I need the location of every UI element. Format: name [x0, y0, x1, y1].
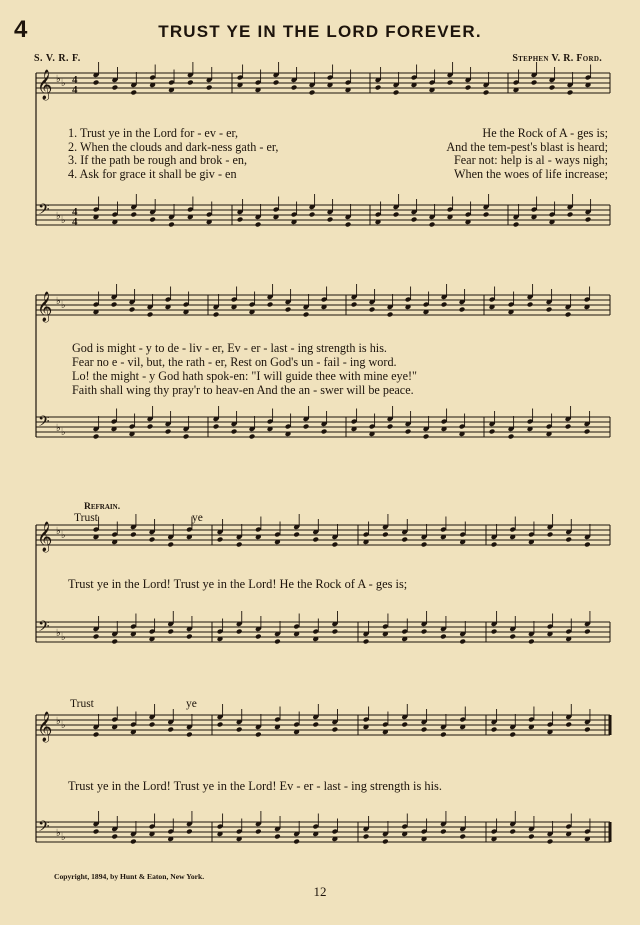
- note-head: [130, 839, 137, 845]
- note-head: [567, 212, 574, 218]
- note-head: [567, 90, 574, 96]
- note-head: [186, 634, 193, 640]
- note-head: [186, 732, 193, 738]
- note-head: [491, 542, 498, 548]
- flat-icon: ♭: [56, 828, 61, 839]
- note-head: [213, 312, 220, 318]
- note-head: [531, 80, 538, 86]
- note-head: [168, 222, 175, 228]
- note-head: [255, 829, 262, 835]
- note-head: [303, 424, 310, 430]
- bass-clef-icon: 𝄢: [38, 618, 50, 639]
- note-head: [237, 217, 244, 223]
- note-head: [382, 839, 389, 845]
- note-head: [129, 307, 136, 313]
- note-head: [236, 629, 243, 635]
- note-head: [345, 222, 352, 228]
- note-head: [441, 302, 448, 308]
- verse-line: [68, 168, 608, 182]
- note-head: [491, 727, 498, 733]
- note-head: [111, 834, 118, 840]
- treble-clef-icon: 𝄞: [37, 292, 53, 322]
- treble-clef-icon: 𝄞: [37, 522, 53, 552]
- verse-text-b: And the tem-pest's blast is heard;: [446, 139, 608, 154]
- note-head: [332, 727, 339, 733]
- note-head: [183, 434, 190, 440]
- note-head: [130, 90, 137, 96]
- note-head: [236, 542, 243, 548]
- note-head: [274, 639, 281, 645]
- time-signature-top: 4: [72, 74, 78, 86]
- note-head: [309, 212, 316, 218]
- hymn-number: 4: [14, 16, 28, 43]
- refrain-cue: ye: [192, 512, 203, 524]
- note-head: [584, 629, 591, 635]
- note-head: [547, 532, 554, 538]
- note-head: [440, 732, 447, 738]
- flat-icon: ♭: [61, 300, 66, 311]
- note-head: [421, 542, 428, 548]
- note-head: [149, 722, 156, 728]
- verse-text-b: When the woes of life increase;: [454, 166, 608, 181]
- note-head: [167, 727, 174, 733]
- note-head: [363, 834, 370, 840]
- note-head: [509, 732, 516, 738]
- note-head: [429, 222, 436, 228]
- verse-lyric-line: God is might - y to de - liv - er, Ev - er - last - ing strength is his.: [72, 341, 387, 355]
- note-head: [303, 312, 310, 318]
- note-head: [528, 639, 535, 645]
- refrain-lyric-line: Trust ye in the Lord! Trust ye in the Lord! Ev - er - last - ing strength is his.: [68, 779, 442, 793]
- flat-icon: ♭: [61, 78, 66, 89]
- flat-icon: ♭: [61, 530, 66, 541]
- composer-credit: Stephen V. R. Ford.: [512, 53, 602, 64]
- refrain-lyric-line: Trust ye in the Lord! Trust ye in the Lord! He the Rock of A - ges is;: [68, 577, 408, 591]
- note-head: [528, 834, 535, 840]
- verse-lyrics-system-1: [68, 127, 608, 181]
- note-head: [369, 307, 376, 313]
- note-head: [255, 732, 262, 738]
- note-head: [585, 217, 592, 223]
- time-signature-bottom: 4: [72, 216, 78, 228]
- note-head: [165, 429, 172, 435]
- note-head: [440, 829, 447, 835]
- note-head: [332, 629, 339, 635]
- time-signature-top: 4: [72, 206, 78, 218]
- note-head: [421, 727, 428, 733]
- refrain-cue: Trust: [74, 512, 98, 524]
- flat-icon: ♭: [56, 628, 61, 639]
- note-head: [293, 532, 300, 538]
- treble-clef-icon: 𝄞: [37, 70, 53, 100]
- note-head: [483, 212, 490, 218]
- note-head: [312, 537, 319, 543]
- note-head: [93, 829, 100, 835]
- note-head: [217, 537, 224, 543]
- note-head: [489, 429, 496, 435]
- note-head: [508, 434, 515, 440]
- note-head: [387, 312, 394, 318]
- note-head: [327, 217, 334, 223]
- note-head: [130, 532, 137, 538]
- verse-text-a: 1. Trust ye in the Lord for - ev - er,: [68, 126, 239, 140]
- refrain-cue: ye: [186, 698, 197, 710]
- note-head: [549, 85, 556, 91]
- note-head: [249, 434, 256, 440]
- note-head: [565, 722, 572, 728]
- note-head: [459, 639, 466, 645]
- note-head: [213, 424, 220, 430]
- note-head: [547, 839, 554, 845]
- note-head: [167, 629, 174, 635]
- flat-icon: ♭: [61, 427, 66, 438]
- note-head: [421, 629, 428, 635]
- note-head: [565, 424, 572, 430]
- flat-icon: ♭: [56, 526, 61, 537]
- note-head: [312, 722, 319, 728]
- bass-clef-icon: 𝄢: [38, 201, 50, 222]
- verse-line: [68, 141, 608, 155]
- note-head: [149, 217, 156, 223]
- note-head: [321, 429, 328, 435]
- flat-icon: ♭: [56, 211, 61, 222]
- note-head: [93, 634, 100, 640]
- note-head: [401, 537, 408, 543]
- verse-text-b: Fear not: help is al - ways nigh;: [453, 153, 608, 168]
- bass-clef-icon: 𝄢: [38, 818, 50, 839]
- note-head: [565, 537, 572, 543]
- note-head: [206, 85, 213, 91]
- treble-clef-icon: 𝄞: [37, 712, 53, 742]
- note-head: [332, 542, 339, 548]
- verse-line: [68, 154, 608, 168]
- note-head: [491, 629, 498, 635]
- note-head: [351, 302, 358, 308]
- author-initials: S. V. R. F.: [34, 53, 81, 64]
- flat-icon: ♭: [61, 632, 66, 643]
- refrain-label: Refrain.: [84, 502, 121, 512]
- verse-lyric-line: Faith shall wing thy pray'r to heav-en And the an - swer will be peace.: [72, 383, 414, 397]
- flat-icon: ♭: [56, 716, 61, 727]
- note-head: [93, 732, 100, 738]
- note-head: [423, 434, 430, 440]
- verse-lyric-line: Fear no e - vil, but, the rath - er, Rest on God's un - fail - ing word.: [72, 355, 397, 369]
- note-head: [130, 212, 137, 218]
- note-head: [584, 727, 591, 733]
- note-head: [546, 307, 553, 313]
- verse-lyric-line: Lo! the might - y God hath spok-en: "I will guide thee with mine eye!": [72, 369, 418, 383]
- note-head: [565, 312, 572, 318]
- note-head: [293, 839, 300, 845]
- flat-icon: ♭: [61, 720, 66, 731]
- page-number: 12: [313, 884, 327, 899]
- note-head: [375, 85, 382, 91]
- note-head: [267, 302, 274, 308]
- note-head: [584, 429, 591, 435]
- note-head: [584, 542, 591, 548]
- note-head: [363, 639, 370, 645]
- note-head: [459, 307, 466, 313]
- flat-icon: ♭: [61, 832, 66, 843]
- note-head: [93, 80, 100, 86]
- note-head: [483, 90, 490, 96]
- note-head: [236, 727, 243, 733]
- note-head: [149, 537, 156, 543]
- verse-text-a: 2. When the clouds and dark-ness gath - er,: [68, 139, 279, 154]
- note-head: [93, 434, 100, 440]
- note-head: [111, 302, 118, 308]
- note-head: [459, 834, 466, 840]
- note-head: [147, 312, 154, 318]
- note-head: [401, 722, 408, 728]
- refrain-cue: Trust: [70, 698, 94, 710]
- note-head: [527, 302, 534, 308]
- note-head: [112, 85, 119, 91]
- note-head: [440, 634, 447, 640]
- note-head: [513, 222, 520, 228]
- hymn-title: TRUST YE IN THE LORD FOREVER.: [158, 22, 482, 41]
- note-head: [274, 834, 281, 840]
- flat-icon: ♭: [56, 74, 61, 85]
- note-head: [167, 542, 174, 548]
- note-head: [411, 217, 418, 223]
- note-head: [147, 424, 154, 430]
- verse-text-b: He the Rock of A - ges is;: [482, 126, 608, 140]
- note-head: [255, 222, 262, 228]
- copyright-notice: Copyright, 1894, by Hunt & Eaton, New York.: [54, 872, 205, 881]
- note-head: [217, 722, 224, 728]
- note-head: [387, 424, 394, 430]
- note-head: [393, 212, 400, 218]
- note-head: [382, 532, 389, 538]
- flat-icon: ♭: [56, 423, 61, 434]
- verse-text-a: 3. If the path be rough and brok - en,: [68, 153, 248, 168]
- note-head: [291, 85, 298, 91]
- note-head: [447, 80, 454, 86]
- time-signature-bottom: 4: [72, 84, 78, 96]
- note-head: [405, 429, 412, 435]
- note-head: [231, 429, 238, 435]
- bass-clef-icon: 𝄢: [38, 413, 50, 434]
- note-head: [111, 639, 118, 645]
- note-head: [187, 80, 194, 86]
- verse-line: [68, 127, 608, 141]
- note-head: [509, 829, 516, 835]
- note-head: [309, 90, 316, 96]
- flat-icon: ♭: [61, 215, 66, 226]
- note-head: [465, 85, 472, 91]
- note-head: [393, 90, 400, 96]
- flat-icon: ♭: [56, 296, 61, 307]
- note-head: [285, 307, 292, 313]
- note-head: [273, 80, 280, 86]
- note-head: [186, 829, 193, 835]
- note-head: [509, 634, 516, 640]
- verse-text-a: 4. Ask for grace it shall be giv - en: [68, 166, 237, 181]
- note-head: [255, 634, 262, 640]
